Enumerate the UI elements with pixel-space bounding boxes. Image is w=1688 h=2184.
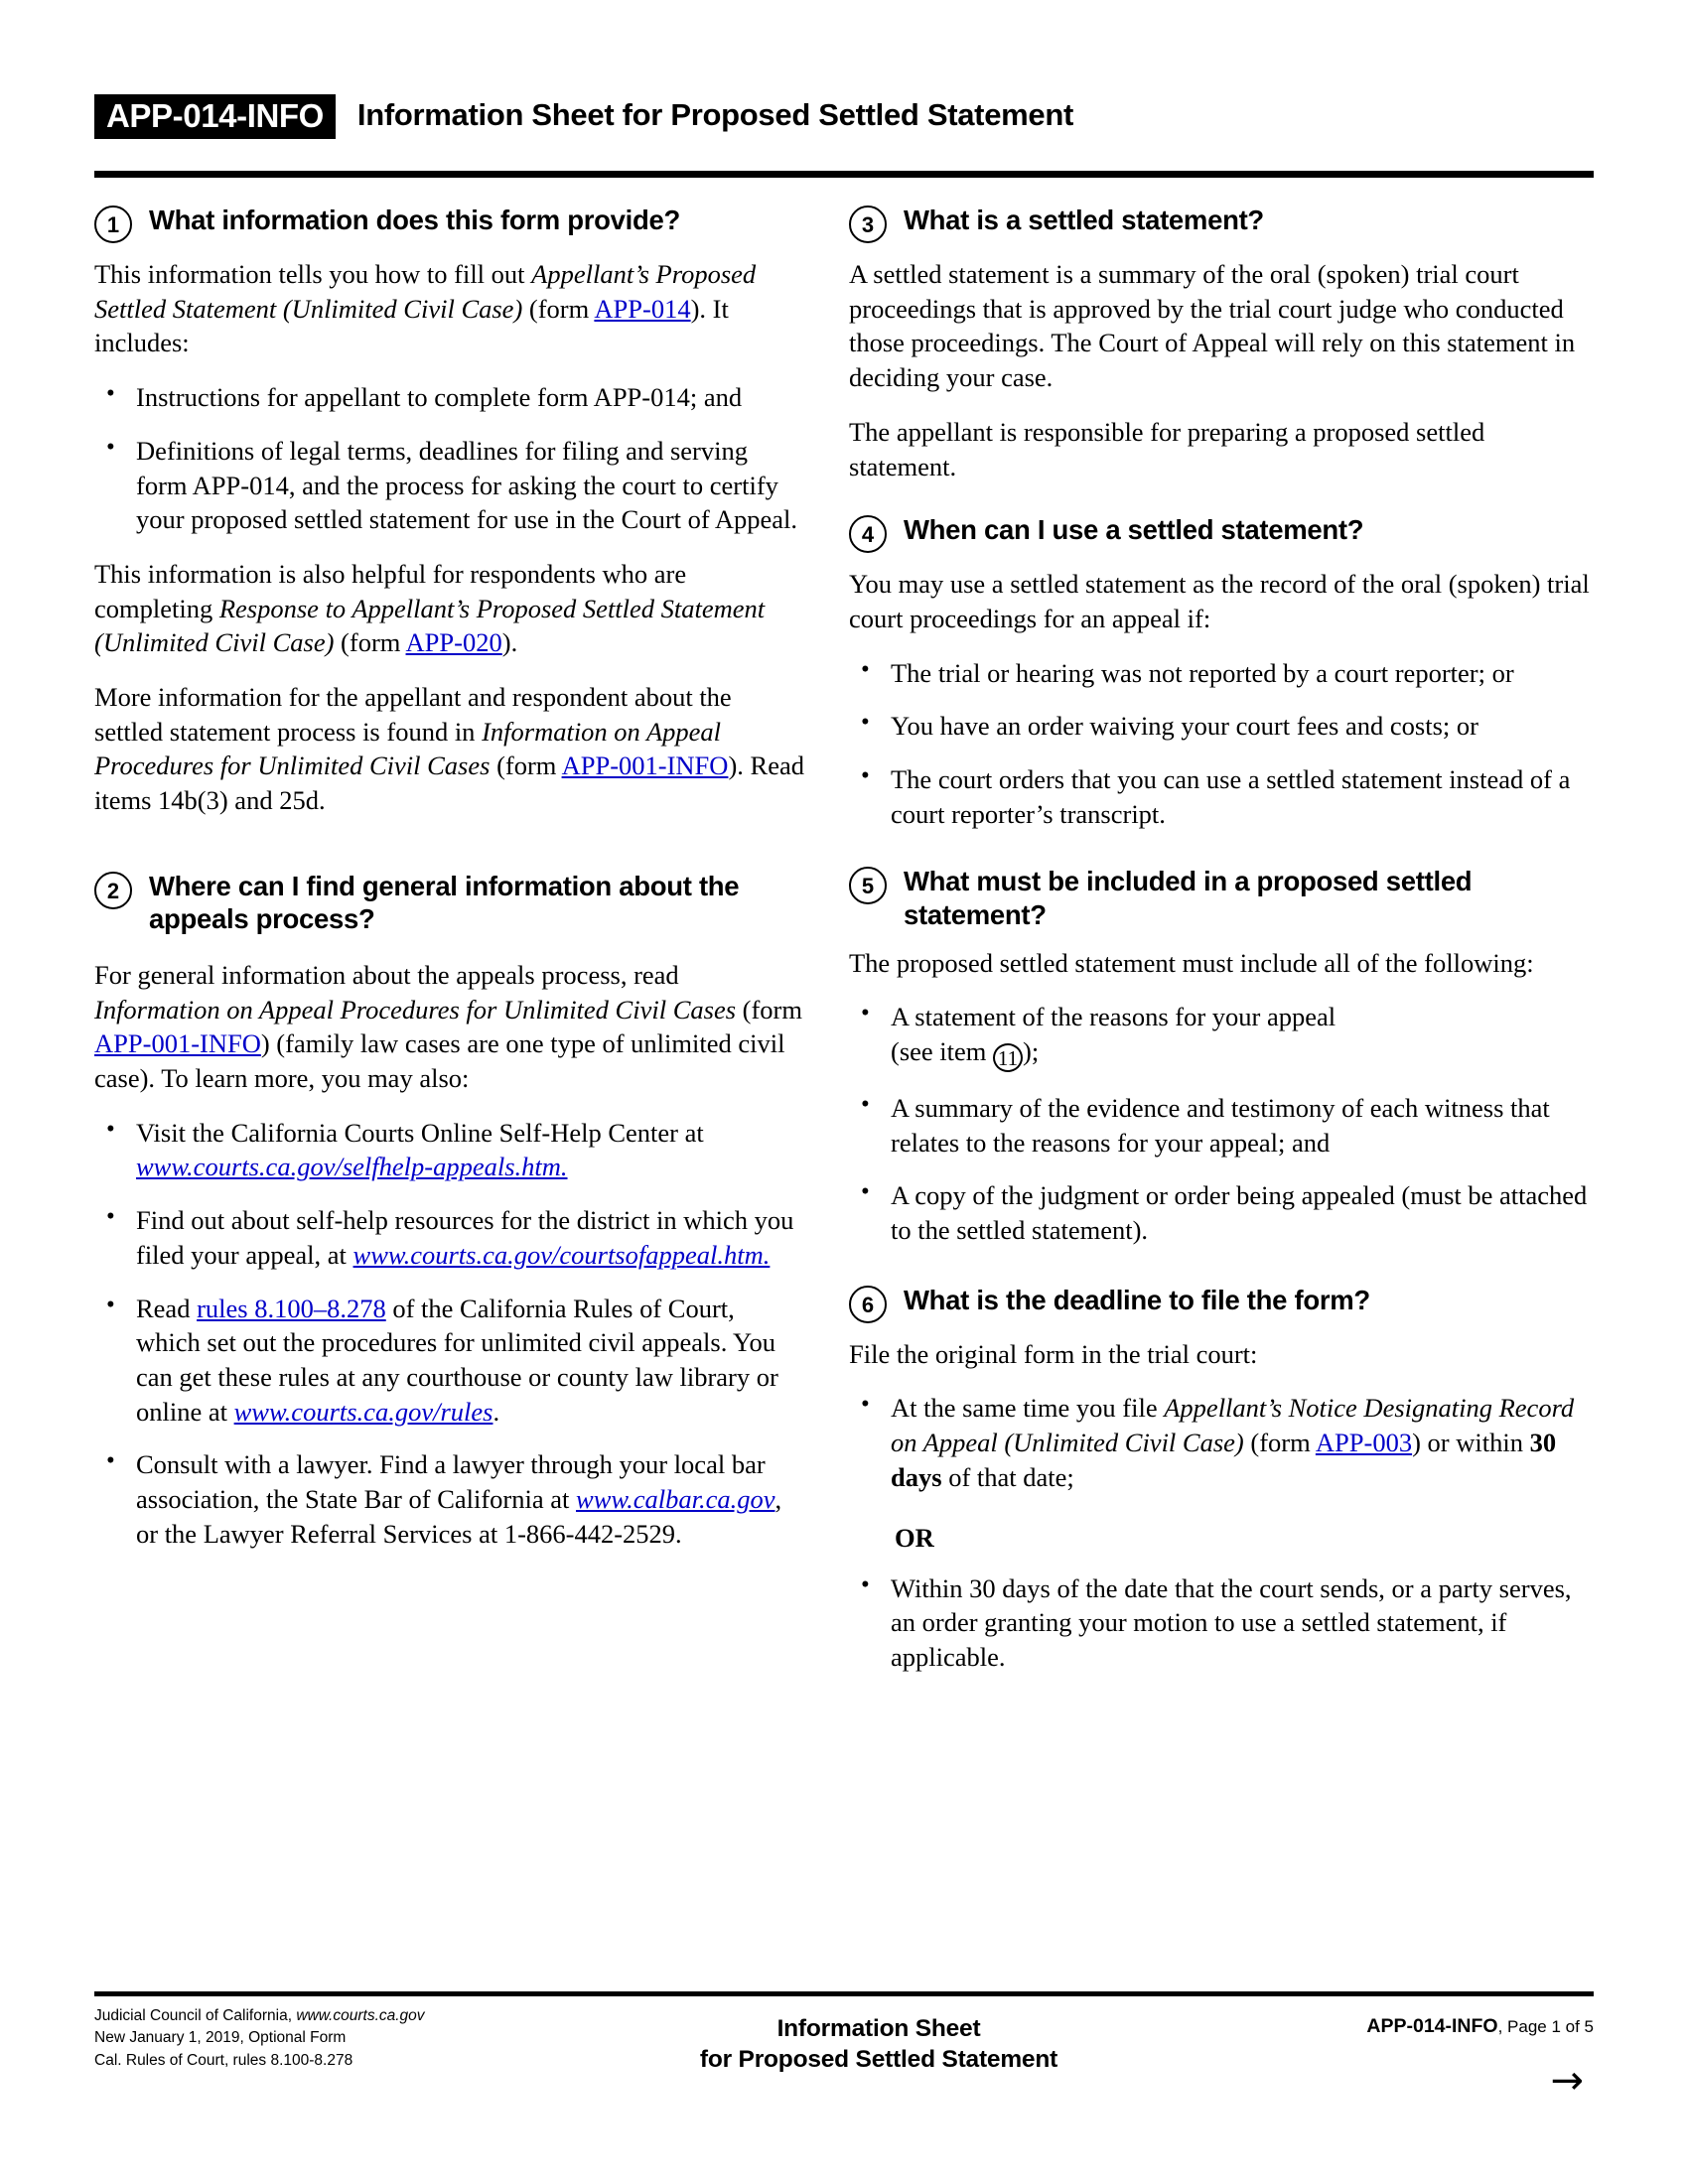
- question-3-heading: [849, 204, 1594, 243]
- question-number-5: 5: [849, 867, 887, 904]
- page-header: [94, 94, 1594, 156]
- q1-p3-form-title: Information on Appeal Procedures for Unlimited Civil Cases: [94, 716, 722, 781]
- q5-title-part-1: What: [904, 866, 970, 897]
- q1-p2-text-c: ).: [501, 627, 518, 658]
- q6-b1-text-d: of that date;: [941, 1461, 1074, 1492]
- question-number-4: 4: [849, 515, 887, 553]
- q1-p3-text-a: More information for the appellant and respondent about the settled statement process is found in: [94, 682, 732, 747]
- q1-p3-text-c: ). Read items 14b(3) and 25d.: [94, 751, 804, 816]
- q6-b1-text-a: At the same time you file: [891, 1393, 1165, 1424]
- q2-bullet-3: [94, 1292, 804, 1430]
- question-block-5: [849, 865, 1594, 1247]
- question-6-title: What is the deadline to file the form?: [904, 1284, 1370, 1315]
- q1-p2-text-a: This information is also helpful for respondents who are completing: [94, 558, 687, 623]
- q5-b1-text-b: (see item: [891, 1035, 994, 1066]
- question-block-1: [94, 204, 804, 818]
- link-app-003[interactable]: APP-003: [1315, 1428, 1413, 1458]
- link-app-001-info[interactable]: APP-001-INFO: [561, 751, 729, 781]
- question-4-heading: [849, 513, 1594, 553]
- q1-p1-text-a: This information tells you how to fill out: [94, 259, 532, 289]
- question-block-6: [849, 1284, 1594, 1675]
- footer-publisher-info: [94, 2005, 425, 2072]
- footer-page-number: , Page 1 of 5: [1497, 2017, 1594, 2036]
- item-reference-badge-11: 11: [993, 1043, 1023, 1072]
- q5-b1-text-c: );: [1023, 1035, 1040, 1066]
- right-column: [849, 204, 1594, 1695]
- q6-b1-text-b: (form: [1243, 1428, 1316, 1458]
- form-number-badge: APP-014-INFO: [94, 94, 336, 139]
- footer-council-text: Judicial Council of California,: [94, 2007, 297, 2024]
- header-divider: [94, 171, 1594, 178]
- question-number-1: 1: [94, 205, 132, 243]
- q2-bullet-1: [94, 1116, 804, 1184]
- q4-paragraph-1: You may use a settled statement as the record of the oral (spoken) trial court proceedings for an appeal if:: [849, 569, 1590, 633]
- link-app-020[interactable]: APP-020: [405, 627, 502, 658]
- q1-p1-text-b: (form: [522, 293, 595, 324]
- or-separator-label: OR: [895, 1522, 934, 1553]
- q6-paragraph-1: File the original form in the trial court:: [849, 1338, 1258, 1369]
- q2-bullet-list: [94, 1116, 804, 1552]
- footer-form-title: [531, 2013, 1226, 2076]
- footer-divider: [94, 1991, 1594, 1996]
- page-title: Information Sheet for Proposed Settled Statement: [356, 96, 1074, 132]
- q4-bullet-list: [849, 656, 1594, 832]
- question-1-heading: [94, 204, 804, 243]
- page-footer: [94, 2003, 1594, 2132]
- footer-title-line-2: for Proposed Settled Statement: [699, 2046, 1058, 2074]
- q2-b1-text: Visit the California Courts Online Self-Help Center at: [136, 1117, 704, 1148]
- q1-p1-form-title: Appellant’s Proposed Settled Statement (Unlimited Civil Case): [94, 259, 757, 324]
- q5-b1-text-a: A statement of the reasons for your appeal: [891, 1002, 1336, 1032]
- q5-bullet-2: • A summary of the evidence and testimony of each witness that relates to the reasons for your appeal; and: [849, 1091, 1594, 1160]
- q1-p3-text-b: (form: [490, 751, 562, 781]
- question-block-2: [94, 870, 804, 1552]
- q2-b4-text-b: , or the Lawyer Referral Services at 1-866-442-2529.: [136, 1484, 782, 1549]
- question-2-heading: [94, 870, 804, 936]
- q5-bullet-list: [849, 1000, 1594, 1248]
- question-number-6: 6: [849, 1286, 887, 1323]
- q2-paragraph-1: [94, 958, 804, 1096]
- link-courts-rules[interactable]: www.courts.ca.gov/rules: [233, 1396, 493, 1427]
- question-3-title: What is a settled statement?: [904, 205, 1264, 235]
- q5-title-part-2: must be included in a proposed settled statement?: [904, 866, 1473, 930]
- q2-p1-text-b: (form: [736, 994, 802, 1024]
- q5-bullet-1: [849, 1000, 1594, 1072]
- q4-bullet-2: • You have an order waiving your court fees and costs; or: [849, 709, 1594, 744]
- q1-bullet-list: [94, 380, 804, 537]
- q5-bullet-3: • A copy of the judgment or order being appealed (must be attached to the settled statement).: [849, 1178, 1594, 1247]
- footer-line-2: New January 1, 2019, Optional Form: [94, 2029, 347, 2047]
- q1-paragraph-3: [94, 680, 804, 818]
- link-courtsofappeal[interactable]: www.courts.ca.gov/courtsofappeal.htm.: [352, 1239, 771, 1270]
- footer-page-info: [1366, 2015, 1594, 2038]
- q2-p1-text-a: For general information about the appeals process, read: [94, 959, 679, 990]
- question-4-title: When can I use a settled statement?: [904, 514, 1364, 546]
- footer-line-3: Cal. Rules of Court, rules 8.100-8.278: [94, 2051, 353, 2069]
- footer-form-number: APP-014-INFO: [1366, 2015, 1498, 2037]
- question-block-4: [849, 513, 1594, 831]
- q2-b3-text-c: .: [492, 1396, 500, 1427]
- q5-paragraph-1: The proposed settled statement must include all of the following:: [849, 947, 1534, 978]
- q2-b3-text-a: Read: [136, 1293, 198, 1323]
- q1-p1-text-c: ). It includes:: [94, 293, 729, 358]
- q6-bullet-1: [849, 1391, 1594, 1494]
- footer-line-1: [94, 2005, 425, 2027]
- link-selfhelp-appeals[interactable]: www.courts.ca.gov/selfhelp-appeals.htm.: [136, 1152, 568, 1182]
- q6-bullet-list-2: [849, 1571, 1594, 1675]
- question-5-heading: [849, 865, 1594, 931]
- q1-p2-text-b: (form: [334, 627, 406, 658]
- link-app-014[interactable]: APP-014: [594, 293, 691, 324]
- q3-paragraph-2: The appellant is responsible for preparing a proposed settled statement.: [849, 416, 1485, 481]
- question-6-heading: [849, 1284, 1594, 1323]
- q6-b1-days: 30 days: [891, 1428, 1557, 1492]
- q2-b2-text: Find out about self-help resources for the district in which you filed your appeal, at: [136, 1205, 794, 1270]
- question-number-2: 2: [94, 872, 132, 909]
- q2-p1-form-title: Information on Appeal Procedures for Unlimited Civil Cases: [94, 994, 737, 1024]
- left-column: [94, 204, 804, 1570]
- link-rules-8100-8278[interactable]: rules 8.100–8.278: [197, 1293, 386, 1323]
- q1-p2-form-title: Response to Appellant’s Proposed Settled Statement (Unlimited Civil Case): [94, 593, 766, 658]
- q1-paragraph-2: [94, 557, 804, 660]
- q4-bullet-1: • The trial or hearing was not reported by a court reporter; or: [849, 656, 1594, 691]
- q1-bullet-2: • Definitions of legal terms, deadlines for filing and serving form APP-014, and the process for asking the court to certify your proposed settled statement for use in the Court of Appeal.: [94, 434, 804, 537]
- q4-bullet-3: • The court orders that you can use a settled statement instead of a court reporter’s transcript.: [849, 762, 1594, 831]
- q2-bullet-2: [94, 1203, 804, 1272]
- link-app-001-info-2[interactable]: APP-001-INFO: [94, 1028, 261, 1059]
- q1-paragraph-1: [94, 257, 804, 360]
- q6-b1-form-title: Appellant’s Notice Designating Record on Appeal (Unlimited Civil Case): [891, 1393, 1575, 1458]
- question-block-3: [849, 204, 1594, 483]
- question-1-title: What information does this form provide?: [149, 205, 680, 235]
- question-2-title: Where can I find general information about the appeals process?: [149, 870, 740, 935]
- question-5-title: [904, 865, 1594, 931]
- q2-b3-text-b: of the California Rules of Court, which set out the procedures for unlimited civil appeals. You can get these rules at any courthouse or county law library or online at: [136, 1293, 778, 1427]
- link-calbar[interactable]: www.calbar.ca.gov: [576, 1484, 775, 1515]
- q6-b1-text-c: ) or within: [1412, 1428, 1530, 1458]
- q6-bullet-list-1: [849, 1391, 1594, 1494]
- next-page-arrow-icon: →: [1550, 2058, 1584, 2104]
- q2-b4-text-a: Consult with a lawyer. Find a lawyer through your local bar association, the State Bar of California at: [136, 1449, 766, 1515]
- q1-bullet-1: • Instructions for appellant to complete form APP-014; and: [94, 380, 804, 415]
- q2-p1-text-c: ) (family law cases are one type of unlimited civil case). To learn more, you may also:: [94, 1028, 785, 1094]
- q2-bullet-4: [94, 1447, 804, 1551]
- footer-title-line-1: Information Sheet: [776, 2015, 981, 2042]
- footer-courts-url: www.courts.ca.gov: [296, 2007, 425, 2024]
- q6-bullet-2: • Within 30 days of the date that the court sends, or a party serves, an order granting your motion to use a settled statement, if applicable.: [849, 1571, 1594, 1675]
- question-number-3: 3: [849, 205, 887, 243]
- q3-paragraph-1: A settled statement is a summary of the oral (spoken) trial court proceedings that is approved by the trial court judge who conducted those proceedings. The Court of Appeal will rely on this statement in deciding your case.: [849, 259, 1576, 393]
